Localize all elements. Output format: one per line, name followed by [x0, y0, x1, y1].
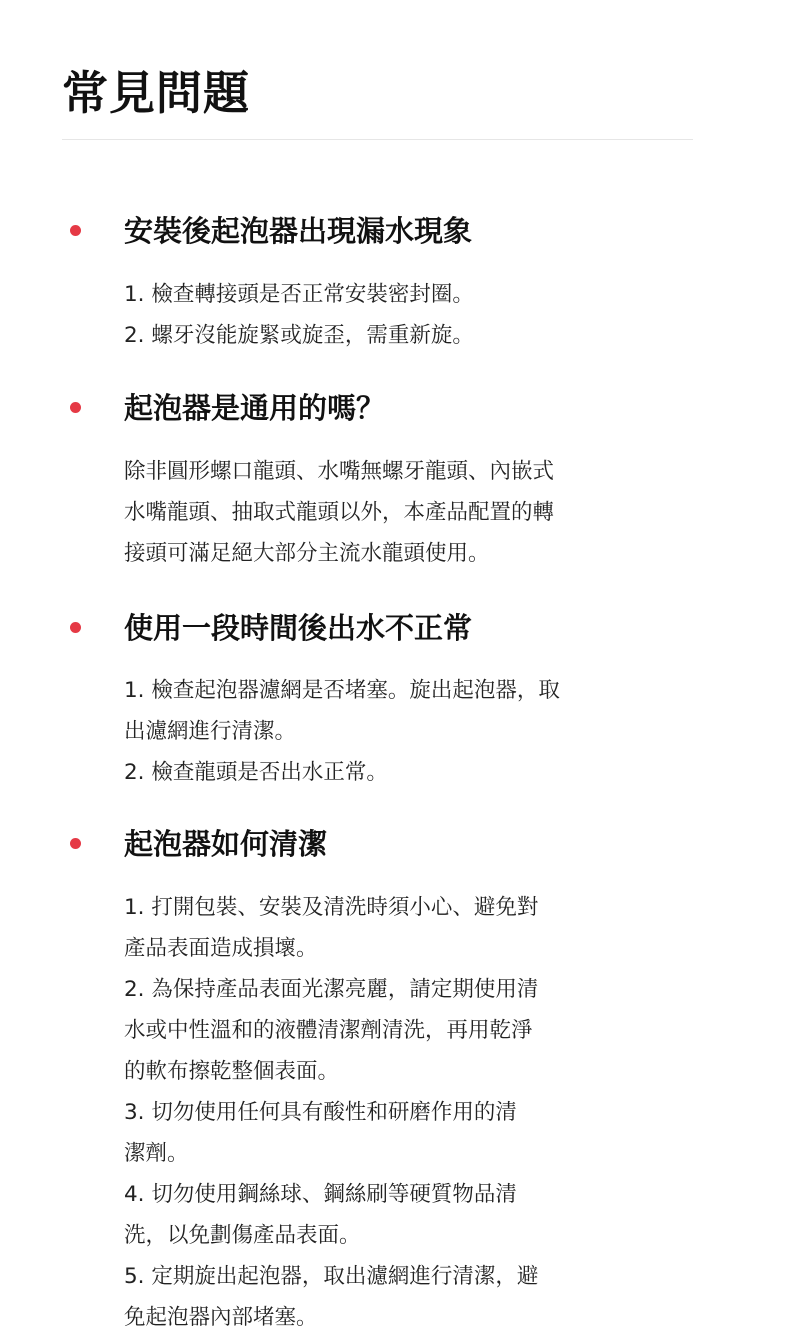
faq-answer — [124, 670, 664, 793]
faq-question: 起泡器如何清潔 — [124, 827, 328, 861]
page-title: 常見問題 — [62, 66, 250, 120]
answer-line: 洗，以免劃傷產品表面。 — [124, 1223, 361, 1248]
answer-line: 4. 切勿使用鋼絲球、鋼絲刷等硬質物品清 — [124, 1182, 517, 1207]
answer-line: 1. 檢查起泡器濾網是否堵塞。旋出起泡器，取 — [124, 678, 560, 703]
answer-line: 2. 檢查龍頭是否出水正常。 — [124, 760, 388, 785]
faq-question: 使用一段時間後出水不正常 — [124, 611, 473, 645]
answer-line: 產品表面造成損壞。 — [124, 936, 318, 961]
faq-question: 起泡器是通用的嗎？ — [124, 391, 386, 425]
bullet-dot-icon — [70, 622, 81, 633]
answer-line: 2. 螺牙沒能旋緊或旋歪，需重新旋。 — [124, 323, 474, 348]
faq-answer — [124, 274, 664, 356]
faq-question: 安裝後起泡器出現漏水現象 — [124, 214, 473, 248]
bullet-dot-icon — [70, 402, 81, 413]
answer-line: 水嘴龍頭、抽取式龍頭以外，本產品配置的轉 — [124, 500, 555, 525]
bullet-dot-icon — [70, 225, 81, 236]
faq-answer — [124, 887, 664, 1338]
answer-line: 潔劑。 — [124, 1141, 189, 1166]
answer-line: 1. 檢查轉接頭是否正常安裝密封圈。 — [124, 282, 474, 307]
answer-line: 免起泡器內部堵塞。 — [124, 1305, 318, 1330]
answer-line: 水或中性溫和的液體清潔劑清洗，再用乾淨 — [124, 1018, 533, 1043]
answer-line: 出濾網進行清潔。 — [124, 719, 297, 744]
answer-line: 的軟布擦乾整個表面。 — [124, 1059, 340, 1084]
faq-answer — [124, 451, 664, 574]
answer-line: 1. 打開包裝、安裝及清洗時須小心、避免對 — [124, 895, 539, 920]
answer-line: 3. 切勿使用任何具有酸性和研磨作用的清 — [124, 1100, 517, 1125]
answer-line: 接頭可滿足絕大部分主流水龍頭使用。 — [124, 541, 490, 566]
title-divider — [62, 139, 693, 140]
answer-line: 2. 為保持產品表面光潔亮麗，請定期使用清 — [124, 977, 539, 1002]
answer-line: 除非圓形螺口龍頭、水嘴無螺牙龍頭、內嵌式 — [124, 459, 555, 484]
bullet-dot-icon — [70, 838, 81, 849]
answer-line: 5. 定期旋出起泡器，取出濾網進行清潔，避 — [124, 1264, 539, 1289]
